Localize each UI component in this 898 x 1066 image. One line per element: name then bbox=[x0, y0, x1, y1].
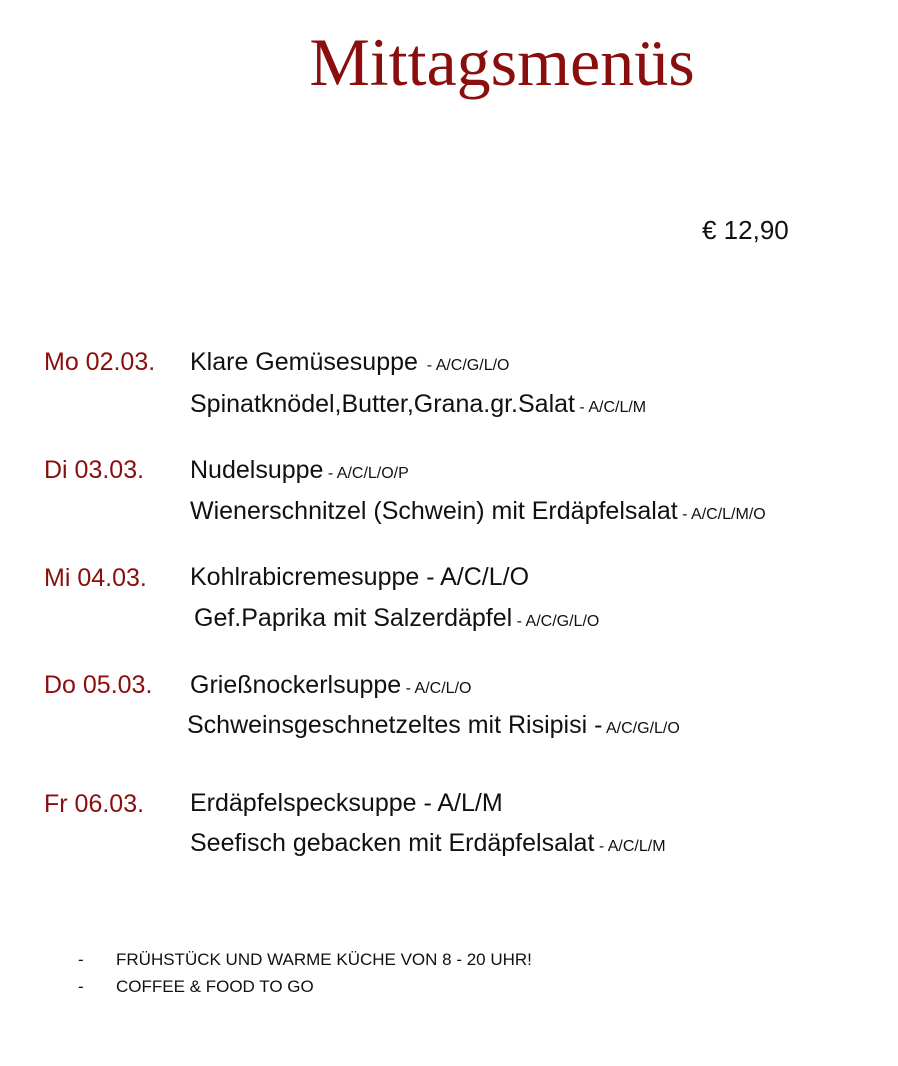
soup-thursday bbox=[190, 671, 471, 700]
main-wednesday bbox=[194, 604, 599, 633]
menu-price: € 12,90 bbox=[702, 215, 789, 245]
soup-wednesday bbox=[190, 563, 529, 592]
soup-name: Kohlrabicremesuppe - A/C/L/O bbox=[190, 563, 530, 591]
main-monday bbox=[190, 390, 646, 419]
main-allergens: - A/C/L/M bbox=[574, 399, 647, 416]
day-label-monday: Mo 02.03. bbox=[44, 348, 156, 376]
soup-allergens: - A/C/G/L/O bbox=[417, 357, 510, 374]
main-name: Schweinsgeschnetzeltes mit Risipisi - bbox=[187, 711, 603, 739]
main-thursday bbox=[187, 711, 680, 740]
main-allergens: A/C/G/L/O bbox=[602, 720, 680, 737]
bullet-dash: - bbox=[78, 977, 84, 996]
main-allergens: - A/C/G/L/O bbox=[512, 613, 600, 630]
main-allergens: - A/C/L/M/O bbox=[677, 506, 766, 523]
footer-text: FRÜHSTÜCK UND WARME KÜCHE VON 8 - 20 UHR! bbox=[116, 950, 532, 969]
main-name: Seefisch gebacken mit Erdäpfelsalat bbox=[190, 829, 595, 857]
day-label-wednesday: Mi 04.03. bbox=[44, 564, 147, 592]
soup-tuesday bbox=[190, 456, 409, 485]
bullet-dash: - bbox=[78, 950, 84, 969]
soup-allergens: - A/C/L/O/P bbox=[323, 465, 409, 482]
main-tuesday bbox=[190, 497, 766, 526]
main-name: Spinatknödel,Butter,Grana.gr.Salat bbox=[190, 390, 575, 418]
main-friday bbox=[190, 829, 666, 858]
soup-name: Nudelsuppe bbox=[190, 456, 324, 484]
footer-note-to-go bbox=[78, 977, 314, 997]
day-label-thursday: Do 05.03. bbox=[44, 671, 153, 699]
soup-allergens: - A/C/L/O bbox=[401, 680, 472, 697]
soup-name: Erdäpfelspecksuppe - A/L/M bbox=[190, 789, 503, 817]
day-label-friday: Fr 06.03. bbox=[44, 790, 145, 818]
main-name: Gef.Paprika mit Salzerdäpfel bbox=[194, 604, 513, 632]
soup-name: Grießnockerlsuppe bbox=[190, 671, 402, 699]
day-label-tuesday: Di 03.03. bbox=[44, 456, 145, 484]
main-allergens: - A/C/L/M bbox=[594, 838, 666, 855]
footer-note-hours bbox=[78, 950, 532, 970]
soup-friday bbox=[190, 789, 503, 818]
main-name: Wienerschnitzel (Schwein) mit Erdäpfelsalat bbox=[190, 497, 678, 525]
soup-monday bbox=[190, 348, 509, 377]
soup-name: Klare Gemüsesuppe bbox=[190, 348, 418, 376]
footer-text: COFFEE & FOOD TO GO bbox=[116, 977, 314, 996]
page-title: Mittagsmenüs bbox=[309, 24, 695, 100]
